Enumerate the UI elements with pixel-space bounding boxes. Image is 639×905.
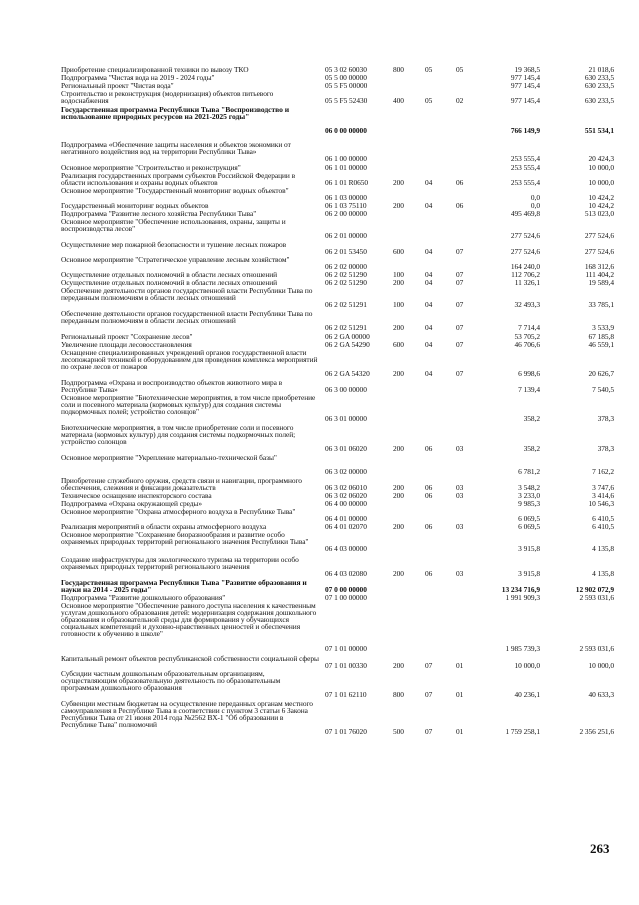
- table-row: [0, 579, 639, 594]
- table-row: [0, 241, 639, 256]
- row-name: Подпрограмма "Развитие лесного хозяйства Республики Тыва": [61, 209, 257, 218]
- row-code: 06 3 02 06020: [325, 491, 367, 500]
- row-expense-type: 600: [393, 340, 404, 349]
- row-amount-2024: 766 149,9: [510, 126, 540, 136]
- row-section: 04: [425, 270, 433, 279]
- row-amount-2025: 46 559,1: [588, 340, 614, 349]
- row-name: Подпрограмма "Чистая вода на 2019 - 2024 годы": [61, 73, 215, 82]
- row-expense-type: 800: [393, 65, 404, 74]
- row-amount-2024: 40 236,1: [514, 690, 540, 700]
- row-name: Подпрограмма «Охрана и воспроизводство объектов животного мира в Республике Тыва»: [61, 378, 283, 395]
- table-row: [0, 256, 639, 271]
- row-amount-2024: 11 326,1: [514, 278, 540, 287]
- row-code: 06 4 01 02070: [325, 522, 367, 531]
- row-name: Основное мероприятие "Государственный мониторинг водных объектов": [61, 186, 289, 195]
- row-name: Биотехнические мероприятия, в том числе приобретение соли и посевного материала (кормовых культур) для создания системы подкормочных полей; устройство солонцов: [61, 423, 296, 447]
- row-amount-2024: 13 234 716,9: [501, 585, 540, 595]
- row-amount-2024: 495 469,8: [510, 209, 540, 218]
- row-subsection: 03: [456, 569, 464, 579]
- row-code: 06 2 GA 54320: [325, 369, 370, 379]
- row-amount-2024: 977 145,4: [510, 96, 540, 106]
- row-code: 05 5 F5 00000: [325, 81, 368, 90]
- row-subsection: 07: [456, 270, 464, 279]
- row-code: 06 4 00 00000: [325, 499, 367, 508]
- row-expense-type: 200: [393, 491, 404, 500]
- row-code: 06 1 01 R0650: [325, 178, 369, 188]
- row-name: Увеличение площади лесовосстановления: [61, 340, 192, 349]
- row-amount-2025: 378,3: [597, 444, 614, 454]
- row-subsection: 07: [456, 300, 464, 310]
- row-amount-2024: 0,0: [530, 201, 540, 210]
- row-code: 06 2 02 51291: [325, 300, 367, 310]
- row-name: Основное мероприятие "Охрана атмосферного воздуха в Республике Тыва": [61, 507, 296, 516]
- row-subsection: 03: [456, 483, 464, 493]
- row-expense-type: 800: [393, 690, 404, 700]
- row-code: 06 2 GA 00000: [325, 332, 370, 341]
- row-section: 04: [425, 178, 433, 188]
- row-name: Создание инфраструктуры для экологического туризма на территории особо охраняемых природных территорий регионального значения: [61, 555, 299, 572]
- row-code: 06 3 02 00000: [325, 467, 367, 477]
- row-code: 06 3 01 00000: [325, 414, 367, 424]
- row-subsection: 07: [456, 247, 464, 257]
- table-row: [0, 508, 639, 523]
- table-row: [0, 187, 639, 202]
- row-section: 04: [425, 323, 433, 333]
- row-amount-2025: 10 424,2: [588, 193, 614, 203]
- row-section: 05: [425, 96, 433, 106]
- row-code: 06 1 01 00000: [325, 163, 367, 172]
- row-name: Осуществление отдельных полномочий в области лесных отношений: [61, 270, 278, 279]
- row-name: Осуществление мер пожарной безопасности и тушение лесных пожаров: [61, 240, 287, 249]
- row-section: 06: [425, 491, 433, 500]
- row-subsection: 05: [456, 65, 464, 74]
- row-expense-type: 200: [393, 278, 404, 287]
- row-amount-2024: 1 985 739,3: [505, 643, 540, 653]
- row-amount-2025: 33 785,1: [588, 300, 614, 310]
- row-amount-2024: 19 368,5: [514, 65, 540, 74]
- row-subsection: 01: [456, 690, 464, 700]
- row-expense-type: 200: [393, 569, 404, 579]
- row-amount-2025: 20 424,3: [588, 154, 614, 164]
- row-subsection: 06: [456, 178, 464, 188]
- row-name: Региональный проект "Сохранение лесов": [61, 332, 193, 341]
- row-section: 04: [425, 369, 433, 379]
- row-code: 06 2 02 51291: [325, 323, 367, 333]
- row-code: 06 3 00 00000: [325, 385, 367, 395]
- table-row: [0, 379, 639, 394]
- row-code: 05 5 F5 52430: [325, 96, 368, 106]
- table-row: [0, 670, 639, 700]
- row-amount-2024: 112 706,2: [511, 270, 540, 279]
- row-code: 06 2 02 51290: [325, 278, 367, 287]
- row-amount-2025: 3 414,6: [592, 491, 614, 500]
- table-row: [0, 218, 639, 241]
- table-row: [0, 310, 639, 333]
- row-section: 06: [425, 522, 433, 531]
- row-amount-2024: 6 069,5: [518, 522, 540, 531]
- row-subsection: 06: [456, 201, 464, 210]
- row-name: Оснащение специализированных учреждений органов государственной власти лесопожарной техникой и оборудованием для проведения комплекса мероприятий по охране лесов от пожаров: [61, 348, 318, 372]
- row-code: 06 1 03 75110: [325, 201, 367, 210]
- row-section: 07: [425, 661, 433, 671]
- row-amount-2025: 3 533,9: [592, 323, 614, 333]
- row-amount-2025: 630 233,5: [584, 73, 614, 82]
- row-amount-2024: 3 915,8: [518, 569, 540, 579]
- row-code: 05 3 02 60030: [325, 65, 367, 74]
- row-section: 04: [425, 278, 433, 287]
- row-expense-type: 200: [393, 323, 404, 333]
- row-amount-2025: 630 233,5: [584, 96, 614, 106]
- row-code: 06 4 01 00000: [325, 514, 367, 524]
- row-section: 04: [425, 300, 433, 310]
- row-code: 07 1 01 76020: [325, 727, 367, 737]
- row-name: Государственный мониторинг водных объектов: [61, 201, 209, 210]
- row-code: 07 1 01 00000: [325, 643, 367, 653]
- row-section: 06: [425, 483, 433, 493]
- row-name: Субсидии частным дошкольным образовательным организациям, осуществляющим образовательную деятельность по образовательным программам дошкольного образования: [61, 669, 281, 693]
- row-amount-2025: 168 312,6: [584, 262, 614, 272]
- row-amount-2025: 10 424,2: [588, 201, 614, 210]
- row-code: 05 5 00 00000: [325, 73, 367, 82]
- row-expense-type: 200: [393, 444, 404, 454]
- row-amount-2025: 2 356 251,6: [579, 727, 614, 737]
- row-code: 06 1 00 00000: [325, 154, 367, 164]
- row-amount-2024: 1 759 258,1: [505, 727, 540, 737]
- row-subsection: 01: [456, 727, 464, 737]
- row-amount-2024: 3 548,2: [518, 483, 540, 493]
- table-row: [0, 454, 639, 477]
- row-code: 07 1 01 62110: [325, 690, 367, 700]
- row-code: 06 4 03 00000: [325, 544, 367, 554]
- row-code: 07 1 00 00000: [325, 593, 367, 602]
- row-expense-type: 200: [393, 369, 404, 379]
- row-amount-2024: 6 069,5: [518, 514, 540, 524]
- row-amount-2025: 2 593 031,6: [579, 643, 614, 653]
- row-name: Реализация государственных программ субъектов Российской Федерации в области использования и охраны водных объектов: [61, 171, 296, 188]
- row-name: Государственная программа Республики Тыва "Воспроизводство и использование природных ресурсов на 2021-2025 годы": [61, 105, 290, 122]
- row-name: Основное мероприятие "Стратегическое управление лесным хозяйством": [61, 255, 290, 264]
- row-amount-2024: 6 998,6: [518, 369, 540, 379]
- row-subsection: 03: [456, 522, 464, 531]
- row-code: 06 1 03 00000: [325, 193, 367, 203]
- table-row: [0, 394, 639, 424]
- row-subsection: 02: [456, 96, 464, 106]
- row-amount-2024: 10 000,0: [514, 661, 540, 671]
- row-section: 06: [425, 444, 433, 454]
- table-row: [0, 602, 639, 655]
- row-amount-2024: 7 714,4: [518, 323, 540, 333]
- row-amount-2025: 4 135,8: [592, 544, 614, 554]
- row-section: 07: [425, 690, 433, 700]
- row-code: 07 1 01 00330: [325, 661, 367, 671]
- row-section: 07: [425, 727, 433, 737]
- row-name: Приобретение специализированной техники по вывозу ТКО: [61, 65, 249, 74]
- page-number: 263: [590, 841, 610, 856]
- row-code: 06 3 02 06010: [325, 483, 367, 493]
- row-section: 04: [425, 201, 433, 210]
- row-amount-2024: 253 555,4: [510, 154, 540, 164]
- table-row: [0, 349, 639, 379]
- row-amount-2024: 3 233,0: [518, 491, 540, 500]
- row-amount-2024: 3 915,8: [518, 544, 540, 554]
- table-row: [0, 531, 639, 554]
- row-section: 04: [425, 247, 433, 257]
- row-section: 06: [425, 569, 433, 579]
- row-name: Основное мероприятие "Обеспечение использования, охраны, защиты и воспроизводства лесов": [61, 217, 286, 234]
- table-row: [0, 655, 639, 670]
- row-expense-type: 200: [393, 483, 404, 493]
- table-row: [0, 90, 639, 105]
- row-subsection: 03: [456, 444, 464, 454]
- row-amount-2024: 46 706,6: [514, 340, 540, 349]
- row-amount-2024: 277 524,6: [510, 247, 540, 257]
- row-amount-2025: 6 410,5: [592, 522, 614, 531]
- table-row: [0, 700, 639, 738]
- row-expense-type: 500: [393, 727, 404, 737]
- row-subsection: 07: [456, 340, 464, 349]
- row-amount-2025: 630 233,5: [584, 81, 614, 90]
- row-amount-2025: 3 747,6: [592, 483, 614, 493]
- row-amount-2024: 0,0: [530, 193, 540, 203]
- row-amount-2025: 10 000,0: [588, 178, 614, 188]
- row-name: Основное мероприятие "Сохранение биоразнообразия и развитие особо охраняемых природных территорий регионального значения Республики Тыва": [61, 530, 309, 547]
- row-name: Субвенции местным бюджетам на осуществление переданных органам местного самоуправления в Республике Тыва в соответствии с пунктом 3 статьи 6 Закона Республики Тыва от 21 июня 2014 года №2562 ВХ-1 "Об образовании в Республике Тыва" полномочий: [61, 699, 313, 730]
- row-name: Основное мероприятие "Биотехнические мероприятия, в том числе приобретение соли и посевного материала (кормовых культур) для создания системы подкормочных полей; устройство солонцов": [61, 393, 316, 417]
- row-amount-2025: 551 534,1: [584, 126, 614, 136]
- row-expense-type: 400: [393, 96, 404, 106]
- row-subsection: 03: [456, 491, 464, 500]
- row-code: 06 2 00 00000: [325, 209, 367, 218]
- row-amount-2024: 6 781,2: [518, 467, 540, 477]
- row-amount-2024: 253 555,4: [510, 178, 540, 188]
- row-amount-2025: 277 524,6: [584, 247, 614, 257]
- row-name: Реализация мероприятий в области охраны атмосферного воздуха: [61, 522, 267, 531]
- row-amount-2024: 164 240,0: [510, 262, 540, 272]
- row-name: Региональный проект "Чистая вода": [61, 81, 174, 90]
- row-code: 06 2 02 00000: [325, 262, 367, 272]
- row-amount-2025: 513 023,0: [584, 209, 614, 218]
- row-amount-2024: 358,2: [523, 414, 540, 424]
- row-amount-2025: 10 000,0: [588, 661, 614, 671]
- row-amount-2024: 977 145,4: [510, 73, 540, 82]
- row-expense-type: 200: [393, 522, 404, 531]
- row-name: Обеспечение деятельности органов государственной власти Республики Тыва по переданным полномочиям в области лесных отношений: [61, 309, 313, 326]
- row-code: 06 3 01 06020: [325, 444, 367, 454]
- row-expense-type: 200: [393, 661, 404, 671]
- row-code: 06 0 00 00000: [325, 126, 367, 136]
- row-amount-2025: 40 633,3: [588, 690, 614, 700]
- table-row: [0, 424, 639, 454]
- row-amount-2025: 67 185,8: [588, 332, 614, 341]
- row-name: Строительство и реконструкция (модернизация) объектов питьевого водоснабжения: [61, 89, 274, 106]
- row-amount-2025: 7 540,5: [592, 385, 614, 395]
- row-name: Подпрограмма "Развитие дошкольного образования": [61, 593, 226, 602]
- row-amount-2025: 12 902 072,9: [575, 585, 614, 595]
- row-expense-type: 600: [393, 247, 404, 257]
- row-expense-type: 200: [393, 201, 404, 210]
- row-subsection: 07: [456, 369, 464, 379]
- row-code: 06 2 01 00000: [325, 231, 367, 241]
- table-row: [0, 287, 639, 310]
- row-name: Основное мероприятие "Укрепление материально-технической базы": [61, 453, 277, 462]
- row-amount-2025: 10 000,0: [588, 163, 614, 172]
- row-section: 05: [425, 65, 433, 74]
- row-name: Обеспечение деятельности органов государственной власти Республики Тыва по переданным полномочиям в области лесных отношений: [61, 286, 313, 303]
- row-code: 06 2 GA 54290: [325, 340, 370, 349]
- row-name: Приобретение служебного оружия, средств связи и навигации, программного обеспечения, слежения и фиксации доказательств: [61, 476, 302, 493]
- row-name: Подпрограмма «Охрана окружающей среды»: [61, 499, 202, 508]
- row-section: 04: [425, 340, 433, 349]
- table-row: [0, 106, 639, 138]
- row-amount-2024: 1 991 909,3: [505, 593, 540, 602]
- row-amount-2024: 253 555,4: [510, 163, 540, 172]
- row-amount-2025: 10 546,3: [588, 499, 614, 508]
- table-row: [0, 477, 639, 492]
- table-row: [0, 172, 639, 187]
- table-row: [0, 141, 639, 164]
- row-expense-type: 200: [393, 178, 404, 188]
- row-name: Основное мероприятие "Строительство и реконструкция": [61, 163, 241, 172]
- row-name: Основное мероприятие "Обеспечение равного доступа населения к качественным услугам дошкольного образования детей: модернизация содержания дошкольного образования и образовательной среды для формирования у обучающихся социальных компетенций и духовно-нравственных ценностей и обеспечения готовности к обучению в школе": [61, 601, 317, 639]
- table-row: [0, 556, 639, 579]
- row-subsection: 07: [456, 323, 464, 333]
- row-amount-2025: 4 135,8: [592, 569, 614, 579]
- row-amount-2025: 378,3: [597, 414, 614, 424]
- row-amount-2025: 7 162,2: [592, 467, 614, 477]
- row-amount-2024: 32 493,3: [514, 300, 540, 310]
- row-name: Техническое оснащение инспекторского состава: [61, 491, 212, 500]
- row-amount-2025: 19 589,4: [588, 278, 614, 287]
- row-code: 06 4 03 02080: [325, 569, 367, 579]
- row-amount-2025: 20 626,7: [588, 369, 614, 379]
- row-expense-type: 100: [393, 300, 404, 310]
- row-amount-2024: 358,2: [523, 444, 540, 454]
- row-amount-2024: 9 985,3: [518, 499, 540, 508]
- row-amount-2025: 277 524,6: [584, 231, 614, 241]
- row-amount-2024: 277 524,6: [510, 231, 540, 241]
- row-amount-2024: 53 705,2: [514, 332, 540, 341]
- row-amount-2024: 7 139,4: [518, 385, 540, 395]
- row-amount-2025: 2 593 031,6: [579, 593, 614, 602]
- row-name: Осуществление отдельных полномочий в области лесных отношений: [61, 278, 278, 287]
- row-amount-2024: 977 145,4: [510, 81, 540, 90]
- row-amount-2025: 6 410,5: [592, 514, 614, 524]
- row-name: Капитальный ремонт объектов республиканской собственности социальной сферы: [61, 654, 319, 663]
- row-subsection: 01: [456, 661, 464, 671]
- row-amount-2025: 21 018,6: [588, 65, 614, 74]
- row-subsection: 07: [456, 278, 464, 287]
- row-code: 06 2 02 51290: [325, 270, 367, 279]
- row-expense-type: 100: [393, 270, 404, 279]
- row-name: Подпрограмма «Обеспечение защиты населения и объектов экономики от негативного воздействия вод на территории Республики Тыва»: [61, 140, 291, 157]
- row-code: 06 2 01 53450: [325, 247, 367, 257]
- row-amount-2025: 111 404,2: [585, 270, 614, 279]
- row-code: 07 0 00 00000: [325, 585, 367, 595]
- row-name: Государственная программа Республики Тыва "Развитие образования и науки на 2014 - 2025 годы": [61, 578, 307, 595]
